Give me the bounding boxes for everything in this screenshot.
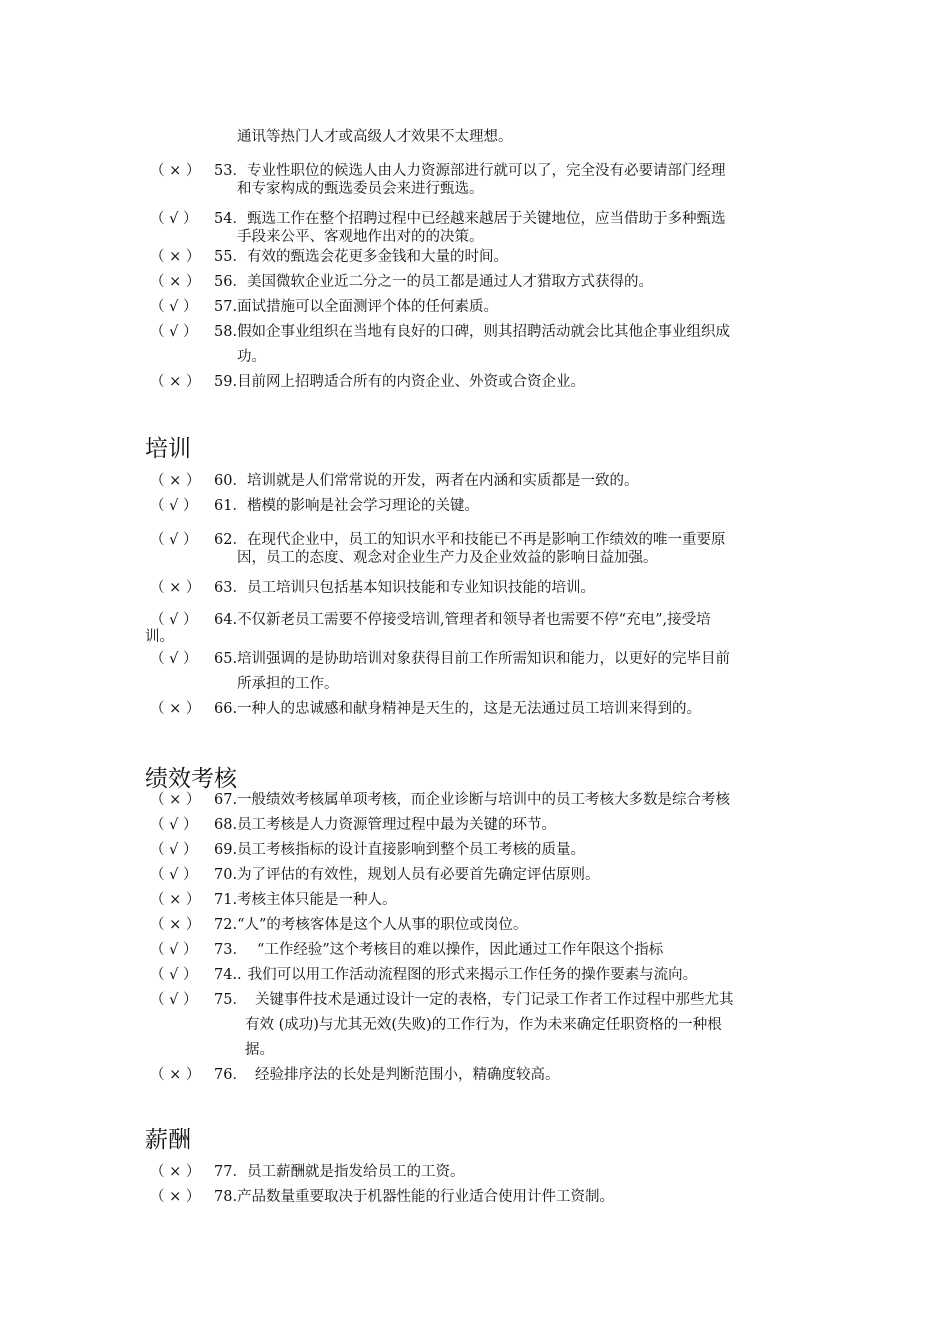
answer-mark: （ √ ） bbox=[150, 817, 198, 833]
question-65-continuation: 所承担的工作。 bbox=[237, 676, 339, 692]
answer-mark: （ × ） bbox=[150, 163, 201, 179]
question-text: 培训强调的是协助培训对象获得目前工作所需知识和能力，以更好的完毕目前 bbox=[237, 651, 731, 667]
question-text: 甄选工作在整个招聘过程中已经越来越居于关键地位，应当借助于多种甄选 bbox=[246, 211, 726, 227]
question-70 bbox=[150, 866, 810, 885]
question-text: 在现代企业中，员工的知识水平和技能已不再是影响工作绩效的唯一重要原 bbox=[246, 532, 726, 548]
question-number: 56． bbox=[214, 274, 247, 290]
answer-mark: （ × ） bbox=[150, 892, 201, 908]
question-58-continuation: 功。 bbox=[237, 349, 266, 365]
question-number: 57. bbox=[214, 299, 238, 315]
question-number: 77． bbox=[214, 1164, 247, 1180]
question-number: 74.. bbox=[214, 967, 242, 983]
question-number: 69. bbox=[214, 842, 238, 858]
answer-mark: （ √ ） bbox=[150, 867, 198, 883]
question-text: 员工考核是人力资源管理过程中最为关键的环节。 bbox=[237, 817, 557, 833]
question-75-continuation: 有效 (成功)与尤其无效(失败)的工作行为，作为未来确定任职资格的一种根 bbox=[245, 1017, 722, 1033]
question-number: 54． bbox=[214, 211, 247, 227]
question-number: 59. bbox=[214, 374, 238, 390]
answer-mark: （ √ ） bbox=[150, 211, 198, 227]
answer-mark: （ × ） bbox=[150, 249, 201, 265]
answer-mark: （ × ） bbox=[150, 701, 201, 717]
question-text: 面试措施可以全面测评个体的任何素质。 bbox=[237, 299, 499, 315]
question-text: 员工考核指标的设计直接影响到整个员工考核的质量。 bbox=[237, 842, 586, 858]
question-61 bbox=[150, 497, 810, 516]
question-text: 经验排序法的长处是判断范围小，精确度较高。 bbox=[254, 1067, 560, 1083]
question-text: 员工培训只包括基本知识技能和专业知识技能的培训。 bbox=[246, 580, 595, 596]
question-62-continuation: 因，员工的态度、观念对企业生产力及企业效益的影响日益加强。 bbox=[237, 550, 658, 566]
question-55 bbox=[150, 248, 810, 267]
question-75-continuation: 据。 bbox=[245, 1042, 274, 1058]
question-54-continuation: 手段来公平、客观地作出对的的决策。 bbox=[237, 229, 484, 245]
question-56 bbox=[150, 273, 810, 292]
question-62 bbox=[150, 531, 810, 550]
question-text: 培训就是人们常常说的开发，两者在内涵和实质都是一致的。 bbox=[246, 473, 639, 489]
question-text: 员工薪酬就是指发给员工的工资。 bbox=[246, 1164, 465, 1180]
question-68 bbox=[150, 816, 810, 835]
question-text: 一种人的忠诚感和献身精神是天生的，这是无法通过员工培训来得到的。 bbox=[237, 701, 702, 717]
question-66 bbox=[150, 700, 810, 719]
question-63 bbox=[150, 579, 810, 598]
answer-mark: （ √ ） bbox=[150, 967, 198, 983]
question-text: 我们可以用工作活动流程图的形式来揭示工作任务的操作要素与流向。 bbox=[247, 967, 698, 983]
question-number: 58. bbox=[214, 324, 238, 340]
question-64-continuation: 训。 bbox=[145, 629, 174, 645]
question-53 bbox=[150, 162, 810, 181]
question-number: 70. bbox=[214, 867, 238, 883]
answer-mark: （ √ ） bbox=[150, 992, 198, 1008]
question-64 bbox=[150, 611, 810, 630]
question-65 bbox=[150, 650, 810, 669]
question-text: 考核主体只能是一种人。 bbox=[237, 892, 397, 908]
section-heading-salary: 薪酬 bbox=[145, 1127, 191, 1153]
question-text: 有效的甄选会花更多金钱和大量的时间。 bbox=[246, 249, 508, 265]
question-number: 65. bbox=[214, 651, 238, 667]
answer-mark: （ √ ） bbox=[150, 942, 198, 958]
question-74 bbox=[150, 966, 810, 985]
answer-mark: （ × ） bbox=[150, 917, 201, 933]
answer-mark: （ √ ） bbox=[150, 612, 198, 628]
question-text: 产品数量重要取决于机器性能的行业适合使用计件工资制。 bbox=[237, 1189, 615, 1205]
question-number: 73． bbox=[214, 942, 247, 958]
question-text: 假如企事业组织在当地有良好的口碑，则其招聘活动就会比其他企事业组织成 bbox=[237, 324, 731, 340]
question-number: 67. bbox=[214, 792, 238, 808]
question-number: 61． bbox=[214, 498, 247, 514]
answer-mark: （ √ ） bbox=[150, 532, 198, 548]
question-76 bbox=[150, 1066, 810, 1085]
question-78 bbox=[150, 1188, 810, 1207]
question-number: 60． bbox=[214, 473, 247, 489]
question-number: 66. bbox=[214, 701, 238, 717]
answer-mark: （ √ ） bbox=[150, 651, 198, 667]
answer-mark: （ √ ） bbox=[150, 498, 198, 514]
intro-line: 通讯等热门人才或高级人才效果不太理想。 bbox=[237, 129, 513, 145]
answer-mark: （ × ） bbox=[150, 473, 201, 489]
question-54 bbox=[150, 210, 810, 229]
answer-mark: （ √ ） bbox=[150, 324, 198, 340]
section-heading-performance: 绩效考核 bbox=[145, 766, 237, 792]
question-number: 75． bbox=[214, 992, 247, 1008]
question-text: “人”的考核客体是这个人从事的职位或岗位。 bbox=[237, 917, 528, 933]
question-number: 68. bbox=[214, 817, 238, 833]
question-number: 55． bbox=[214, 249, 247, 265]
question-58 bbox=[150, 323, 810, 342]
question-75 bbox=[150, 991, 810, 1010]
question-number: 78. bbox=[214, 1189, 238, 1205]
answer-mark: （ × ） bbox=[150, 1164, 201, 1180]
question-77 bbox=[150, 1163, 810, 1182]
question-text: 一般绩效考核属单项考核，而企业诊断与培训中的员工考核大多数是综合考核 bbox=[237, 792, 731, 808]
question-73 bbox=[150, 941, 810, 960]
question-number: 63． bbox=[214, 580, 247, 596]
question-number: 53． bbox=[214, 163, 247, 179]
question-text: 楷模的影响是社会学习理论的关键。 bbox=[246, 498, 479, 514]
question-60 bbox=[150, 472, 810, 491]
question-text: 关键事件技术是通过设计一定的表格，专门记录工作者工作过程中那些尤其 bbox=[254, 992, 734, 1008]
answer-mark: （ × ） bbox=[150, 792, 201, 808]
question-number: 62． bbox=[214, 532, 247, 548]
answer-mark: （ × ） bbox=[150, 374, 201, 390]
answer-mark: （ × ） bbox=[150, 1067, 201, 1083]
question-text: 目前网上招聘适合所有的内资企业、外资或合资企业。 bbox=[237, 374, 586, 390]
question-67 bbox=[150, 791, 810, 810]
question-number: 64. bbox=[214, 612, 238, 628]
question-text: 专业性职位的候选人由人力资源部进行就可以了，完全没有必要请部门经理 bbox=[246, 163, 726, 179]
answer-mark: （ × ） bbox=[150, 580, 201, 596]
question-text: “工作经验”这个考核目的难以操作，因此通过工作年限这个指标 bbox=[256, 942, 664, 958]
answer-mark: （ × ） bbox=[150, 1189, 201, 1205]
question-53-continuation: 和专家构成的甄选委员会来进行甄选。 bbox=[237, 181, 484, 197]
section-heading-training: 培训 bbox=[145, 436, 191, 462]
question-57 bbox=[150, 298, 810, 317]
answer-mark: （ √ ） bbox=[150, 842, 198, 858]
question-59 bbox=[150, 373, 810, 392]
answer-mark: （ √ ） bbox=[150, 299, 198, 315]
answer-mark: （ × ） bbox=[150, 274, 201, 290]
question-71 bbox=[150, 891, 810, 910]
question-text: 不仅新老员工需要不停接受培训,管理者和领导者也需要不停“充电”,接受培 bbox=[237, 612, 711, 628]
question-text: 为了评估的有效性，规划人员有必要首先确定评估原则。 bbox=[237, 867, 600, 883]
question-number: 76． bbox=[214, 1067, 247, 1083]
question-72 bbox=[150, 916, 810, 935]
question-text: 美国微软企业近二分之一的员工都是通过人才猎取方式获得的。 bbox=[246, 274, 653, 290]
question-69 bbox=[150, 841, 810, 860]
question-number: 71. bbox=[214, 892, 238, 908]
question-number: 72. bbox=[214, 917, 238, 933]
